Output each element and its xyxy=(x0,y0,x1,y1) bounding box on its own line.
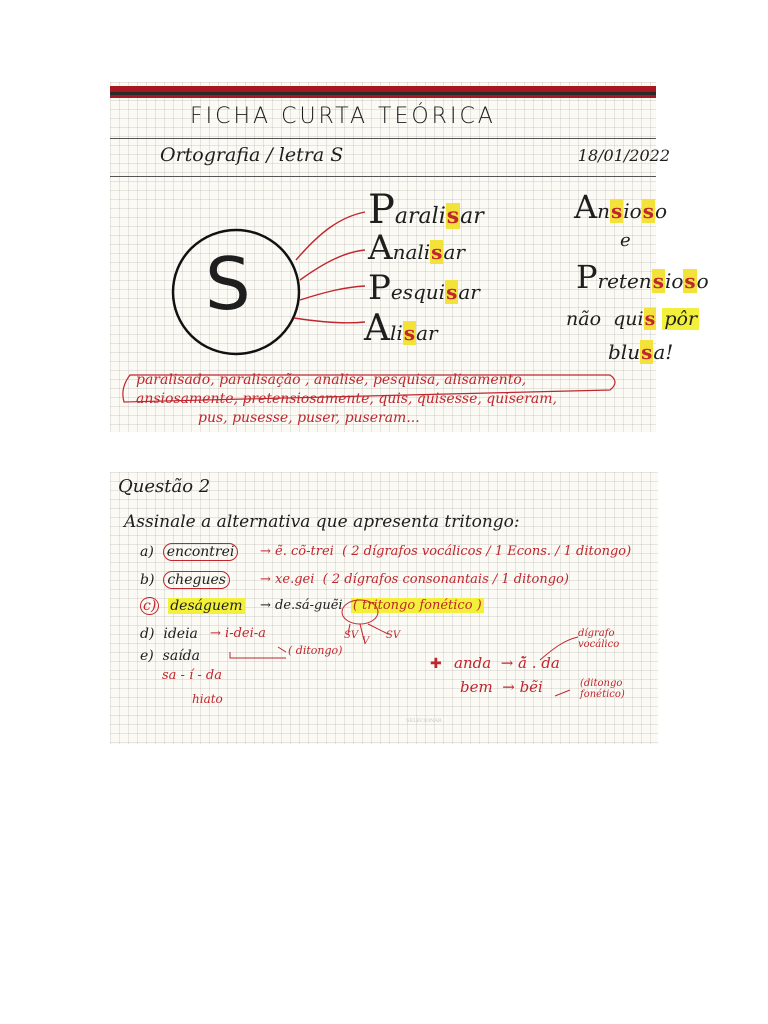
sv-label-2: SV xyxy=(386,630,401,641)
card-title: FICHA CURTA TEÓRICA xyxy=(190,104,496,129)
ditongo-note: ( ditongo) xyxy=(288,644,343,657)
word-analisar: Analisar xyxy=(368,228,465,268)
word-ansioso: Ansioso xyxy=(574,188,668,226)
plus-marker: ✚ xyxy=(430,656,442,672)
option-a-analysis: → ẽ. cõ-trei ( 2 dígrafos vocálicos / 1 Econs. / 1 ditongo) xyxy=(260,544,632,559)
option-d: d) ideia xyxy=(140,626,198,642)
word-alisar: Alisar xyxy=(364,308,438,349)
annotation-drawing xyxy=(110,472,658,744)
option-b-analysis: → xe.gei ( 2 dígrafos consonantais / 1 ditongo) xyxy=(260,572,569,587)
label-digrafo-vocalico: dígrafo vocálico xyxy=(578,628,620,650)
option-e: e) saída xyxy=(140,648,200,664)
option-b: b) chegues xyxy=(140,572,230,588)
option-c-analysis: → de.sá-guẽi ( tritongo fonético ) xyxy=(260,598,482,613)
option-d-analysis: → i-dei-a xyxy=(210,626,266,641)
date: 18/01/2022 xyxy=(577,146,670,165)
question-prompt: Assinale a alternativa que apresenta tritongo: xyxy=(124,512,520,532)
label-ditongo-fonetico: (ditongo fonético) xyxy=(580,678,625,700)
theory-card xyxy=(110,82,709,432)
watermark: SELECIONAR xyxy=(406,718,442,724)
option-c: c) deságuem xyxy=(140,598,245,614)
phrase-nao-quis-por: não quis pôr xyxy=(566,308,698,330)
word-pesquisar: Pesquisar xyxy=(368,268,480,308)
conjunction-e: e xyxy=(620,230,631,251)
question-title: Questão 2 xyxy=(118,476,211,497)
phrase-blusa: blusa! xyxy=(608,340,674,364)
example-anda: anda → ã̆ . da xyxy=(454,654,560,672)
word-list-line-3: pus, pusesse, puser, puseram... xyxy=(198,410,420,426)
example-bem: bem → bẽi xyxy=(460,678,543,696)
hiato-split: sa - í - da xyxy=(162,668,222,683)
word-paralisar: Paralisar xyxy=(368,187,484,233)
sv-label-1: SV xyxy=(344,630,359,641)
subject-line: Ortografia / letra S xyxy=(160,144,344,166)
word-list-line-2: ansiosamente, pretensiosamente, quis, quisesse, quiseram, xyxy=(136,391,557,407)
circle-letter: S xyxy=(205,242,251,326)
question-card xyxy=(110,472,658,744)
word-pretensioso: Pretensioso xyxy=(576,258,709,296)
option-a: a) encontrei xyxy=(140,544,238,560)
v-label: V xyxy=(362,636,370,647)
hiato-label: hiato xyxy=(192,692,223,706)
word-list-line-1: paralisado, paralisação , analise, pesquisa, alisamento, xyxy=(136,372,527,388)
